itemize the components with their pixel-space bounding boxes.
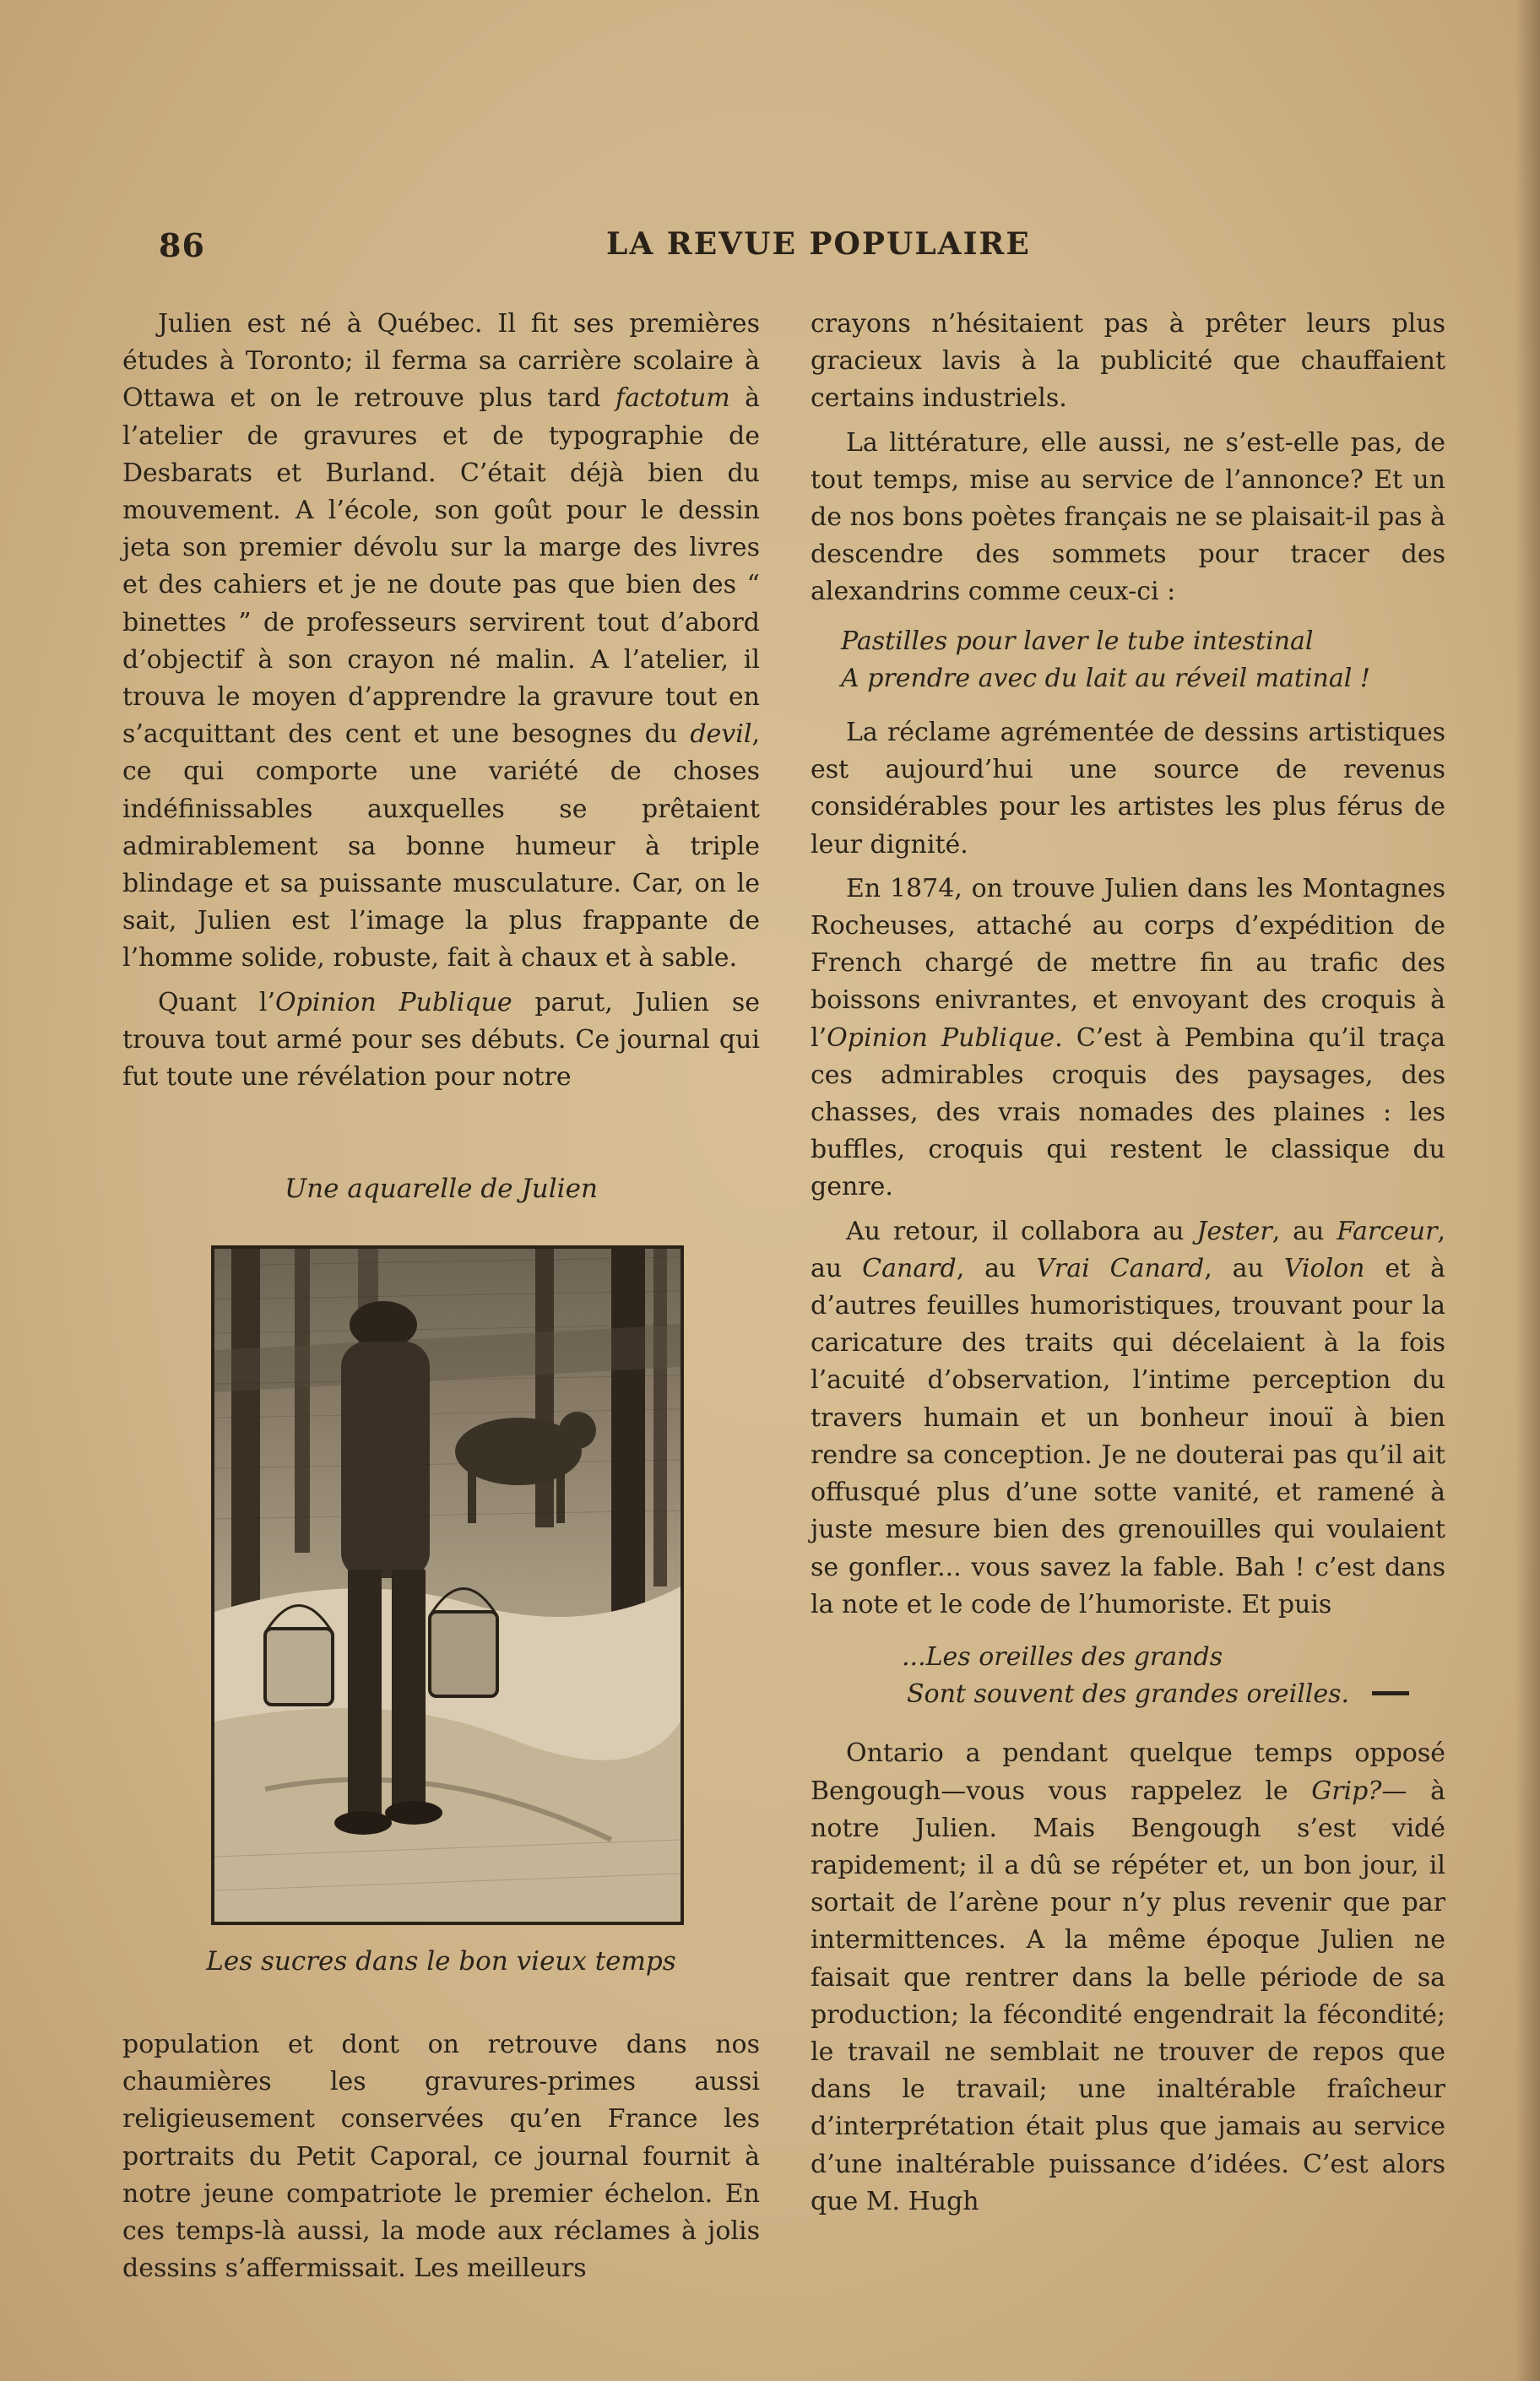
text-run: Ontario a pendant quelque temps opposé Bengough—vous vous rappelez le — [811, 1738, 1445, 1806]
text-run: , au — [811, 1216, 1446, 1283]
text-run: , au — [1204, 1253, 1284, 1283]
text-run: En 1874, on trouve Julien dans les Montagnes Rocheuses, attaché au corps d’expédition de French chargé de mettre fin au trafic des boissons enivrantes, et envoyant des croquis à l’ — [811, 873, 1445, 1053]
italic-term: Jester — [1196, 1216, 1272, 1246]
text-run: , au — [1272, 1216, 1337, 1246]
verse-line: Pastilles pour laver le tube intestinal — [841, 626, 1314, 656]
italic-term: Canard — [862, 1253, 957, 1283]
text-run: et à d’autres feuilles humoristiques, trouvant pour la caricature des traits qui décelaient à la fois l’acuité d’observation, l’intime perception du travers humain et un bonheur inouï à bien rendre sa conception. Je ne douterai pas qu’il ait offusqué plus d’une sotte vanité, et ramené à juste mesure bien des grenouilles qui voulaient se gonfler... vous savez la fable. Bah ! c’est dans la note et le code de l’humoriste. Et puis — [811, 1253, 1445, 1619]
italic-term: Violon — [1283, 1253, 1365, 1283]
verse-quote-2 — [811, 1639, 1445, 1713]
tree-trunk — [231, 1249, 260, 1654]
bucket — [430, 1612, 497, 1696]
illustration-drawing — [214, 1249, 681, 1922]
bucket — [265, 1629, 333, 1705]
verse-line: A prendre avec du lait au réveil matinal ! — [841, 663, 1370, 693]
verse-line: ...Les oreilles des grands — [902, 1641, 1223, 1672]
text-run: Au retour, il collabora au — [846, 1216, 1197, 1246]
left-column — [122, 306, 760, 1096]
right-paragraph-6 — [811, 1735, 1445, 2221]
italic-term: Grip? — [1311, 1776, 1382, 1806]
figure-title: Une aquarelle de Julien — [285, 1174, 598, 1204]
right-paragraph-1: crayons n’hésitaient pas à prêter leurs plus gracieux lavis à la publicité que chauffaient certains industriels. — [811, 309, 1445, 414]
left-paragraph-2 — [122, 984, 760, 1097]
page-header — [159, 226, 1447, 277]
left-paragraph-continued: population et dont on retrouve dans nos chaumières les gravures-primes aussi religieusement conservées qu’en France les portraits du Petit Caporal, ce journal fournit à notre jeune compatriote le premier échelon. En ces temps-là aussi, la mode aux réclames à jolis dessins s’affermissait. Les meilleurs — [122, 2030, 760, 2284]
italic-term: Farceur — [1337, 1216, 1438, 1246]
text-run: Julien est né à Québec. Il fit ses premières études à Toronto; il ferma sa carrière scolaire à Ottawa et on le retrouve plus tard — [122, 309, 760, 414]
left-column-continued — [122, 2026, 760, 2287]
italic-term: devil — [690, 719, 752, 750]
text-run: — à notre Julien. Mais Bengough s’est vidé rapidement; il a dû se répéter et, un bon jour, il sortait de l’arène pour n’y plus revenir que par intermittences. A la même époque Julien ne faisait que rentrer dans la belle période de sa production; la fécondité engendrait la fécondité; le travail ne semblait ne trouver de repos que dans le travail; une inaltérable fraîcheur d’interprétation était plus que jamais au service d’une inaltérable puissance d’idées. C’est alors que M. Hugh — [811, 1776, 1446, 2216]
right-paragraph-4 — [811, 871, 1445, 1207]
italic-term: Opinion Publique — [827, 1022, 1055, 1053]
verse-line: Sont souvent des grandes oreilles. — [907, 1679, 1350, 1710]
italic-term: Opinion Publique — [275, 987, 512, 1017]
italic-term: Vrai Canard — [1036, 1253, 1205, 1283]
verse-quote-1 — [811, 623, 1445, 697]
right-paragraph-3: La réclame agrémentée de dessins artistiques est aujourd’hui une source de revenus considérables pour les artistes les plus férus de leur dignité. — [811, 718, 1445, 860]
figure-caption: Les sucres dans le bon vieux temps — [206, 1946, 676, 1977]
page-number: 86 — [159, 226, 205, 264]
text-run: à l’atelier de gravures et de typographie de Desbarats et Burland. C’était déjà bien du mouvement. A l’école, son goût pour le dessin jeta son premier dévolu sur la marge des livres et des cahiers et je ne doute pas que bien des “ binettes ” de professeurs servirent tout d’abord d’objectif à son crayon né malin. A l’atelier, il trouva le moyen d’apprendre la gravure tout en s’acquittant des cent et une besognes du — [122, 383, 761, 750]
text-run: Quant l’ — [158, 987, 276, 1017]
text-run: . C’est à Pembina qu’il traça ces admirables croquis des paysages, des chasses, des vrais nomades des plaines : les buffles, croquis qui restent le classique du genre. — [811, 1022, 1445, 1202]
left-paragraph-1 — [122, 306, 760, 978]
running-title: LA REVUE POPULAIRE — [606, 226, 1031, 262]
right-paragraph-2: La littérature, elle aussi, ne s’est-elle pas, de tout temps, mise au service de l’annonce? Et un de nos bons poètes français ne se plaisait-il pas à descendre des sommets pour tracer des alexandrins comme ceux-ci : — [811, 427, 1445, 607]
text-run: , au — [956, 1253, 1037, 1283]
man-figure — [350, 1301, 417, 1348]
text-run: , ce qui comporte une variété de choses indéfinissables auxquelles se prêtaient admirablement sa bonne humeur à triple blindage et sa puissante musculature. Car, on le sait, Julien est l’image la plus frappante de l’homme solide, robuste, fait à chaux et à sable. — [122, 719, 760, 974]
italic-term: factotum — [615, 383, 730, 414]
watercolor-illustration — [211, 1245, 684, 1925]
right-column — [811, 306, 1445, 2221]
right-paragraph-5 — [811, 1213, 1445, 1624]
printed-dash — [1372, 1691, 1409, 1695]
text-run: parut, Julien se trouva tout armé pour ses débuts. Ce journal qui fut toute une révélation pour notre — [122, 987, 760, 1093]
